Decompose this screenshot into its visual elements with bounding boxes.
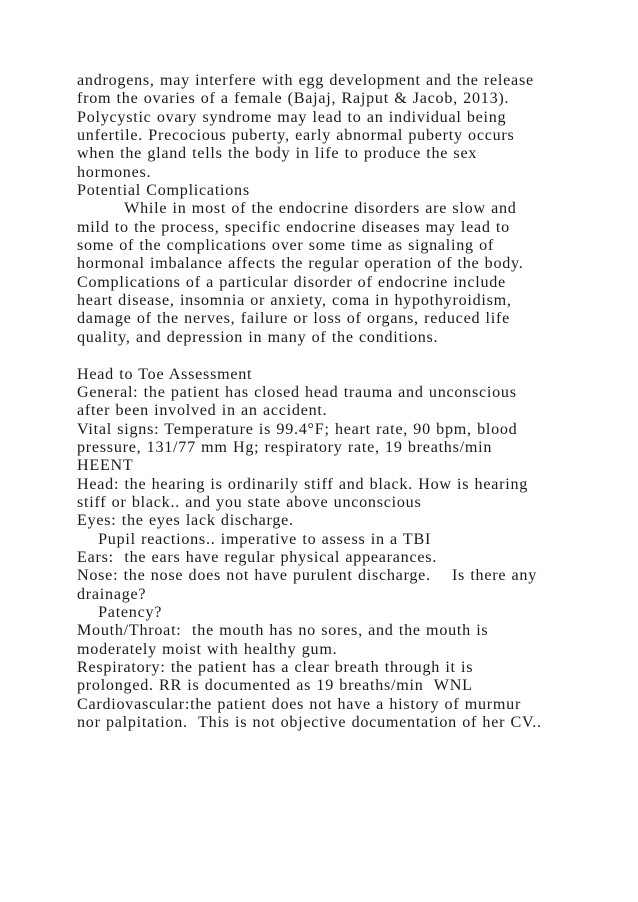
text-line: HEENT bbox=[77, 457, 134, 475]
text-line: hormonal imbalance affects the regular operation of the body. bbox=[77, 255, 524, 273]
text-line: stiff or black.. and you state above unconscious bbox=[77, 493, 422, 511]
text-line: Polycystic ovary syndrome may lead to an individual being bbox=[77, 108, 507, 126]
text-line: moderately moist with healthy gum. bbox=[77, 640, 338, 658]
text-line: Cardiovascular:the patient does not have a history of murmur bbox=[77, 695, 522, 713]
text-line: drainage? bbox=[77, 585, 147, 603]
text-line: Respiratory: the patient has a clear breath through it is bbox=[77, 659, 474, 676]
text-line: some of the complications over some time as signaling of bbox=[77, 237, 495, 255]
text-line: nor palpitation. This is not objective documentation of her CV.. bbox=[77, 714, 542, 732]
blank-line bbox=[77, 347, 617, 365]
text-line: Mouth/Throat: the mouth has no sores, and the mouth is bbox=[77, 622, 489, 640]
text-line: Nose: the nose does not have purulent discharge. Is there any bbox=[77, 567, 538, 585]
text-line: androgens, may interfere with egg development and the release bbox=[77, 72, 534, 89]
section-heading: Potential Complications bbox=[77, 182, 250, 200]
text-line: Eyes: the eyes lack discharge. bbox=[77, 512, 294, 530]
text-line: unfertile. Precocious puberty, early abnormal puberty occurs bbox=[77, 127, 515, 145]
text-line: While in most of the endocrine disorders are slow and bbox=[77, 200, 517, 218]
text-line: Pupil reactions.. imperative to assess in a TBI bbox=[77, 530, 432, 548]
text-line: quality, and depression in many of the conditions. bbox=[77, 328, 439, 346]
section-heading: Head to Toe Assessment bbox=[77, 365, 253, 383]
text-line: Ears: the ears have regular physical appearances. bbox=[77, 548, 438, 566]
text-line: Head: the hearing is ordinarily stiff and black. How is hearing bbox=[77, 475, 529, 493]
text-line: General: the patient has closed head trauma and unconscious bbox=[77, 383, 517, 401]
text-line: from the ovaries of a female (Bajaj, Rajput & Jacob, 2013). bbox=[77, 90, 510, 108]
text-line: pressure, 131/77 mm Hg; respiratory rate, 19 breaths/min bbox=[77, 438, 493, 456]
text-line: Complications of a particular disorder of endocrine include bbox=[77, 273, 506, 291]
document-page bbox=[77, 72, 617, 732]
text-line: after been involved in an accident. bbox=[77, 402, 328, 420]
text-line: when the gland tells the body in life to produce the sex bbox=[77, 145, 478, 163]
text-line: mild to the process, specific endocrine diseases may lead to bbox=[77, 218, 510, 236]
text-line: hormones. bbox=[77, 163, 152, 181]
text-line: heart disease, insomnia or anxiety, coma in hypothyroidism, bbox=[77, 292, 512, 310]
text-line: Patency? bbox=[77, 603, 163, 621]
text-line: damage of the nerves, failure or loss of organs, reduced life bbox=[77, 310, 510, 328]
text-line: Vital signs: Temperature is 99.4°F; heart rate, 90 bpm, blood bbox=[77, 420, 518, 438]
text-line: prolonged. RR is documented as 19 breaths/min WNL bbox=[77, 677, 473, 695]
